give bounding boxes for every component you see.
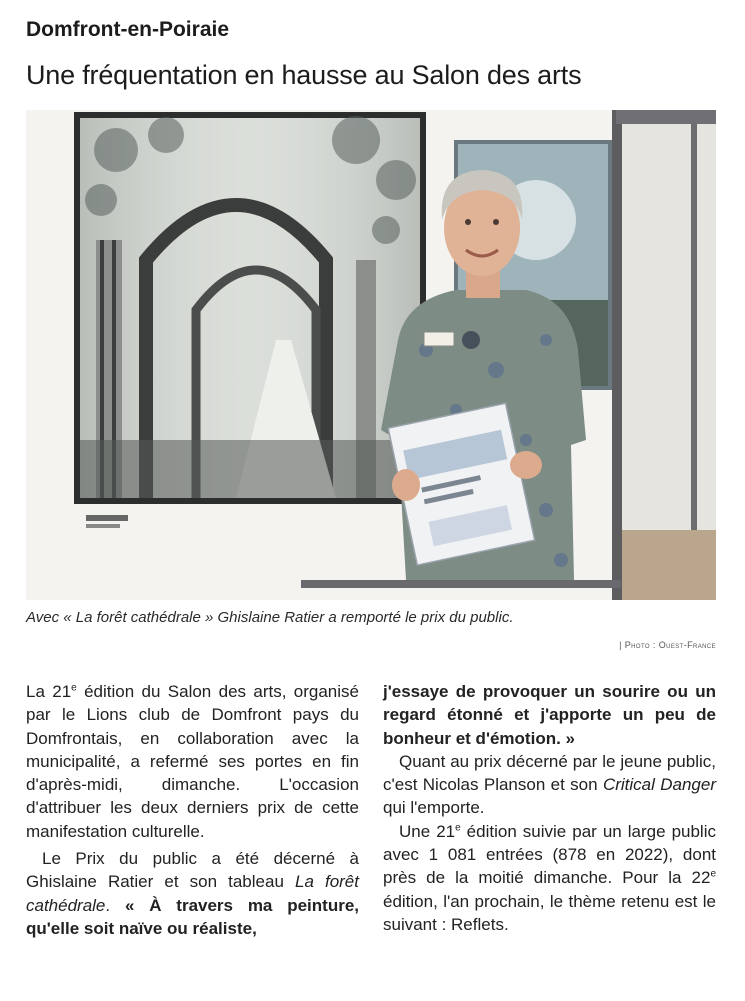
paragraph-3	[383, 750, 716, 820]
p3-text-b: qui l'emporte.	[383, 798, 485, 818]
p4-text-c: édition, l'an prochain, le thème retenu est le suivant : Reflets.	[383, 891, 716, 934]
work-title: Critical Danger	[602, 775, 716, 795]
article-column-right	[383, 680, 716, 936]
photo-credit: | Photo : Ouest-France	[619, 640, 716, 650]
article-column-left	[26, 680, 359, 940]
quote-part-2: j'essaye de provoquer un sourire ou un regard étonné et j'apporte un peu de bonheur et d'émotion. »	[383, 682, 716, 748]
p3-text-a: Quant au prix décerné par le jeune public, c'est Nicolas Planson et son	[383, 751, 716, 795]
p1-text-a: La 21	[26, 682, 72, 701]
paragraph-1	[26, 680, 359, 843]
article-kicker: Domfront-en-Poiraie	[26, 18, 230, 41]
article-headline: Une fréquentation en hausse au Salon des arts	[26, 60, 582, 90]
paragraph-4	[383, 820, 716, 936]
p1-sup: e	[71, 682, 77, 694]
p1-text-b: édition du Salon des arts, organisé par le Lions club de Domfront pays du Domfrontais, en collaboration avec la municipalité, a refermé ses portes en fin d'après-midi, dimanche. L'occasion d'attribuer les deux derniers prix de cette manifestation culturelle.	[26, 682, 359, 841]
p4-text-a: Une 21	[399, 821, 456, 841]
painting-title: La forêt cathédrale	[26, 872, 359, 915]
p2-text-a: Le Prix du public a été décerné à Ghislaine Ratier et son tableau	[26, 849, 359, 892]
p4-text-b: édition suivie par un large public avec 1 081 entrées (878 en 2022), dont près de la moitié dimanche. Pour la 22	[383, 821, 716, 888]
p4-sup-1: e	[455, 822, 461, 834]
p2-text-b: .	[105, 895, 125, 915]
article-photo	[26, 110, 716, 600]
paragraph-2	[26, 847, 359, 940]
p4-sup-2: e	[710, 868, 716, 880]
quote-part-1: « À travers ma peinture, qu'elle soit naïve ou réaliste,	[26, 895, 359, 938]
photo-caption: Avec « La forêt cathédrale » Ghislaine Ratier a remporté le prix du public.	[26, 609, 514, 626]
